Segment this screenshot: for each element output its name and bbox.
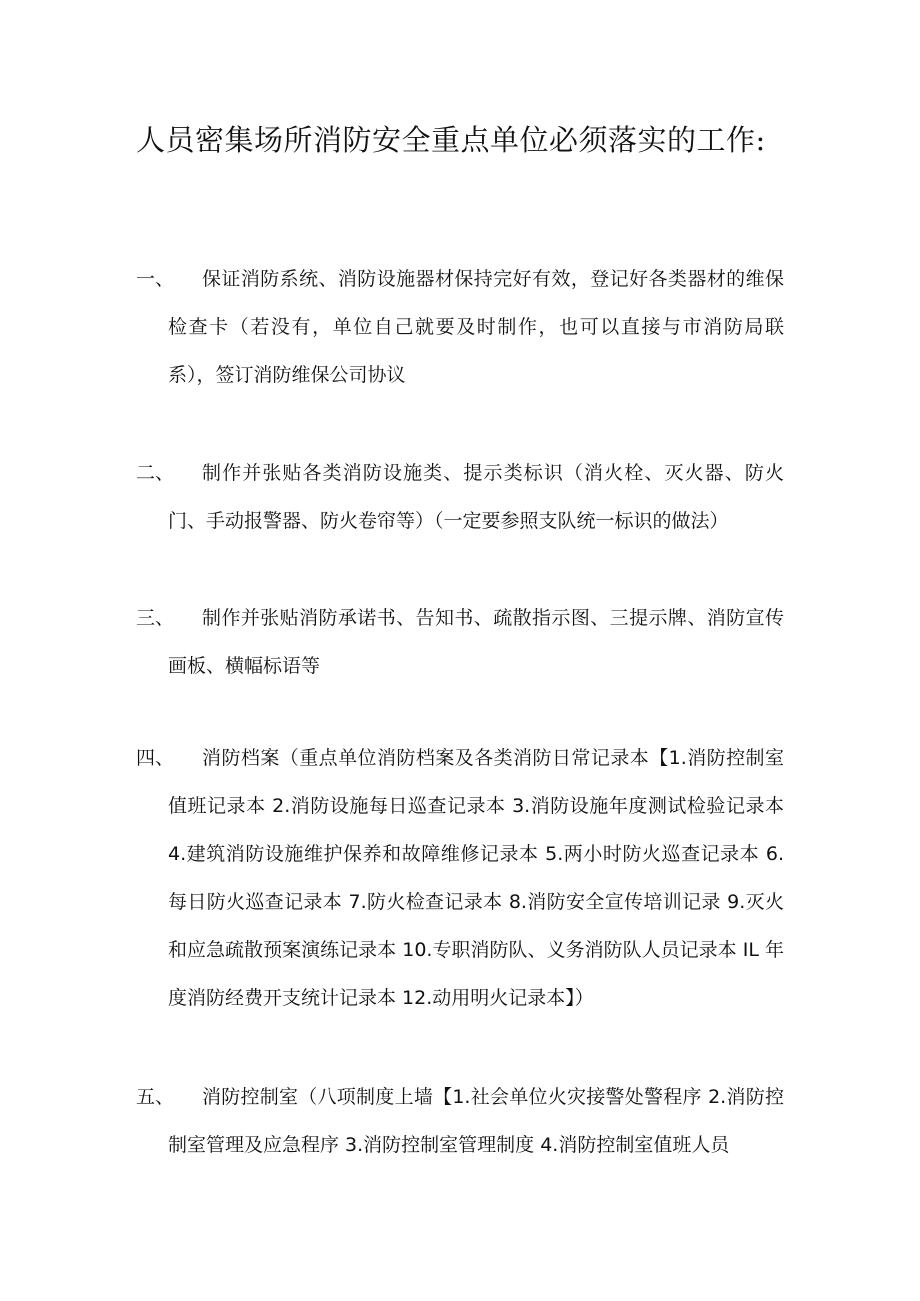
item-text: 保证消防系统、消防设施器材保持完好有效，登记好各类器材的维保检查卡（若没有，单位自己就要及时制作，也可以直接与市消防局联系），签订消防维保公司协议 (168, 268, 784, 386)
item-text: 消防档案（重点单位消防档案及各类消防日常记录本【1.消防控制室值班记录本 2.消防设施每日巡查记录本 3.消防设施年度测试检验记录本 4.建筑消防设施维护保养和故障维修记录本 5.两小时防火巡查记录本 6.每日防火巡查记录本 7.防火检查记录本 8.消防安全宣传培训记录 9.灭火和应急疏散预案演练记录本 10.专职消防队、义务消防队人员记录本 IL 年度消防经费开支统计记录本 12.动用明火记录本】） (168, 747, 784, 1009)
document-title: 人员密集场所消防安全重点单位必须落实的工作: (136, 123, 766, 157)
item-number: 五、 (136, 1086, 175, 1108)
item-text: 消防控制室（八项制度上墙【1.社会单位火灾接警处警程序 2.消防控制室管理及应急程序 3.消防控制室管理制度 4.消防控制室值班人员 (168, 1086, 784, 1156)
item-text: 制作并张贴消防承诺书、告知书、疏散指示图、三提示牌、消防宣传画板、横幅标语等 (168, 607, 784, 677)
item-text: 制作并张贴各类消防设施类、提示类标识（消火栓、灭火器、防火门、手动报警器、防火卷帘等）（一定要参照支队统一标识的做法） (168, 462, 784, 532)
item-number: 四、 (136, 747, 175, 769)
item-number: 三、 (136, 607, 175, 629)
item-number: 一、 (136, 268, 175, 290)
item-number: 二、 (136, 462, 175, 484)
